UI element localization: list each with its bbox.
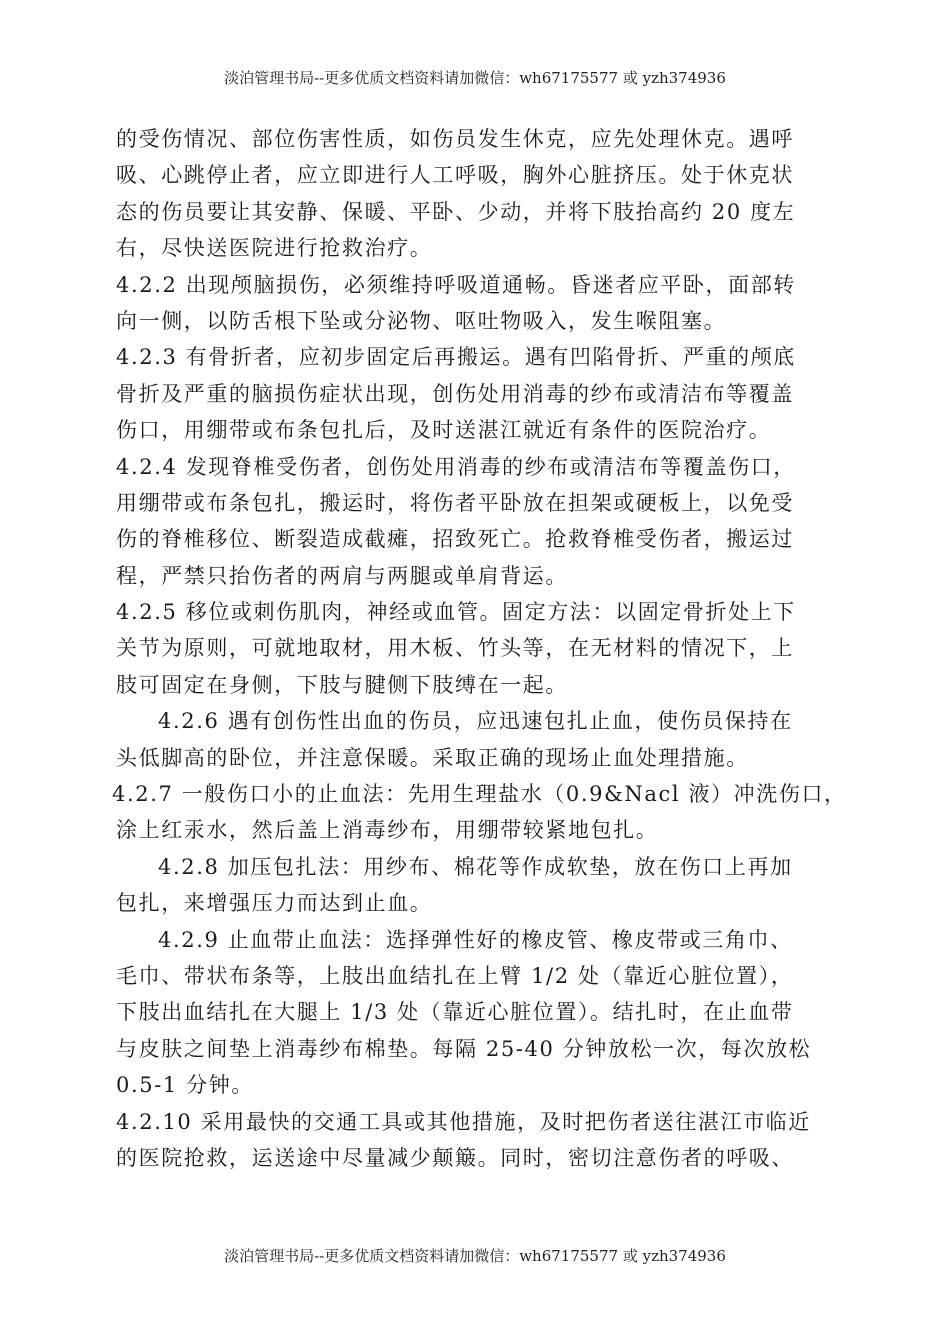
text-line: 4.2.10 采用最快的交通工具或其他措施，及时把伤者送往湛江市临近 xyxy=(116,1109,811,1134)
text-line: 4.2.8 加压包扎法：用纱布、棉花等作成软垫，放在伤口上再加 xyxy=(158,854,793,879)
text-line: 4.2.5 移位或刺伤肌肉，神经或血管。固定方法：以固定骨折处上下 xyxy=(116,600,796,625)
text-line: 用绷带或布条包扎，搬运时，将伤者平卧放在担架或硬板上，以免受 xyxy=(116,490,794,515)
text-line: 向一侧，以防舌根下坠或分泌物、呕吐物吸入，发生喉阻塞。 xyxy=(116,308,727,333)
text-line: 包扎，来增强压力而达到止血。 xyxy=(116,891,433,916)
text-line: 下肢出血结扎在大腿上 1/3 处（靠近心脏位置）。结扎时，在止血带 xyxy=(116,1000,794,1025)
text-line: 4.2.6 遇有创伤性出血的伤员，应迅速包扎止血，使伤员保持在 xyxy=(158,709,793,734)
text-line: 0.5-1 分钟。 xyxy=(116,1073,254,1098)
text-line: 态的伤员要让其安静、保暖、平卧、少动，并将下肢抬高约 20 度左 xyxy=(116,199,796,224)
page-header: 淡泊管理书局--更多优质文档资料请加微信：wh67175577 或 yzh374936 xyxy=(224,69,726,87)
text-line: 的医院抢救，运送途中尽量减少颠簸。同时，密切注意伤者的呼吸、 xyxy=(116,1145,794,1170)
text-line: 的受伤情况、部位伤害性质，如伤员发生休克，应先处理休克。遇呼 xyxy=(116,127,794,151)
text-line: 吸、心跳停止者，应立即进行人工呼吸，胸外心脏挤压。处于休克状 xyxy=(116,163,794,188)
text-line: 伤的脊椎移位、断裂造成截瘫，招致死亡。抢救脊椎受伤者，搬运过 xyxy=(116,527,794,552)
text-line: 头低脚高的卧位，并注意保暖。采取正确的现场止血处理措施。 xyxy=(116,745,749,770)
document-body xyxy=(112,121,847,1176)
text-line: 与皮肤之间垫上消毒纱布棉垫。每隔 25-40 分钟放松一次，每次放松 xyxy=(116,1036,812,1061)
text-line: 4.2.2 出现颅脑损伤，必须维持呼吸道通畅。昏迷者应平卧，面部转 xyxy=(116,272,796,297)
text-line: 伤口，用绷带或布条包扎后，及时送湛江就近有条件的医院治疗。 xyxy=(116,418,772,443)
page-footer: 淡泊管理书局--更多优质文档资料请加微信：wh67175577 或 yzh374936 xyxy=(224,1247,726,1265)
text-line: 涂上红汞水，然后盖上消毒纱布，用绷带较紧地包扎。 xyxy=(116,818,659,843)
text-line: 毛巾、带状布条等，上肢出血结扎在上臂 1/2 处（靠近心脏位置）， xyxy=(116,963,794,988)
text-line: 4.2.9 止血带止血法：选择弹性好的橡皮管、橡皮带或三角巾、 xyxy=(158,927,793,952)
text-line: 骨折及严重的脑损伤症状出现，创伤处用消毒的纱布或清洁布等覆盖 xyxy=(116,381,794,406)
text-line: 4.2.3 有骨折者，应初步固定后再搬运。遇有凹陷骨折、严重的颅底 xyxy=(116,345,796,370)
text-line: 关节为原则，可就地取材，用木板、竹头等，在无材料的情况下，上 xyxy=(116,636,794,661)
text-line: 4.2.4 发现脊椎受伤者，创伤处用消毒的纱布或清洁布等覆盖伤口， xyxy=(116,454,796,479)
text-line: 程，严禁只抬伤者的两肩与两腿或单肩背运。 xyxy=(116,563,568,588)
text-line: 肢可固定在身侧，下肢与腱侧下肢缚在一起。 xyxy=(116,672,568,697)
text-line: 4.2.7 一般伤口小的止血法：先用生理盐水（0.9&Nacl 液）冲洗伤口， xyxy=(112,782,847,807)
text-line: 右，尽快送医院进行抢救治疗。 xyxy=(116,236,433,261)
